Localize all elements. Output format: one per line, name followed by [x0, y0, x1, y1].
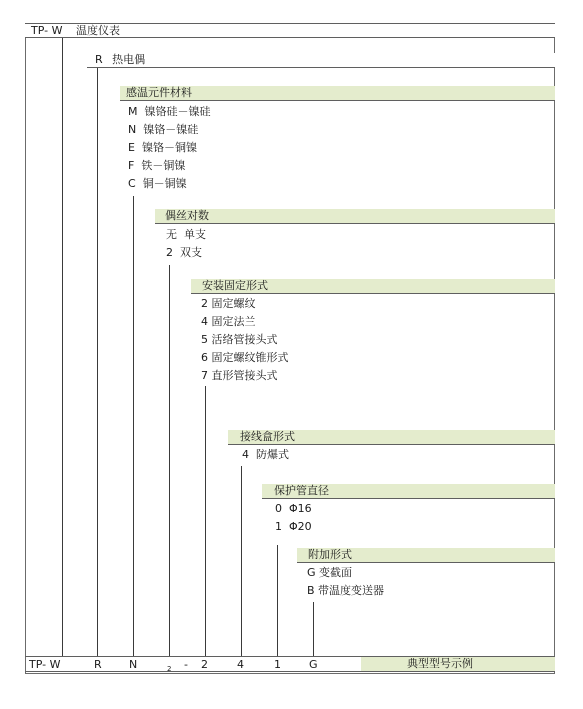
example-code: G	[309, 658, 318, 671]
connector-line	[169, 265, 170, 656]
material-item: C 铜－铜镍	[128, 177, 187, 190]
extra-item: B 带温度变送器	[307, 584, 385, 597]
section-type-code: R	[95, 53, 103, 66]
pairs-item: 无 单支	[166, 228, 206, 241]
mount-item: 7 直形管接头式	[201, 369, 278, 382]
pairs-item: 2 双支	[166, 246, 202, 259]
example-code: TP- W	[29, 658, 61, 671]
example-code: 1	[274, 658, 281, 671]
example-code: 2	[167, 665, 172, 673]
section-pairs-bar	[155, 209, 555, 224]
selection-table-frame	[25, 23, 555, 674]
example-label-cell	[361, 657, 555, 671]
connector-line	[277, 545, 278, 656]
section-box-title: 接线盒形式	[240, 430, 295, 443]
header-title: 温度仪表	[75, 24, 120, 37]
section-extra-title: 附加形式	[308, 548, 352, 561]
section-mount-bar	[191, 279, 555, 294]
example-code: -	[184, 658, 188, 671]
header-code: TP- W	[31, 24, 63, 37]
example-code: 2	[201, 658, 208, 671]
box-item: 4 防爆式	[242, 448, 289, 461]
connector-line	[205, 386, 206, 656]
section-tube-title: 保护管直径	[274, 484, 329, 497]
connector-line	[133, 196, 134, 656]
mount-item: 2 固定螺纹	[201, 297, 256, 310]
example-code: N	[129, 658, 138, 671]
tube-item: 1 Φ20	[275, 520, 312, 533]
header-bar	[25, 23, 555, 38]
section-pairs-title: 偶丝对数	[165, 209, 209, 222]
section-type-title: 热电偶	[112, 53, 146, 66]
example-code: R	[94, 658, 102, 671]
section-extra-bar	[297, 548, 555, 563]
mount-item: 6 固定螺纹锥形式	[201, 351, 289, 364]
section-material-title: 感温元件材料	[126, 86, 192, 99]
section-tube-bar	[262, 484, 555, 499]
example-code: 4	[237, 658, 244, 671]
section-mount-title: 安装固定形式	[202, 279, 268, 292]
connector-line	[62, 38, 63, 656]
example-row	[25, 656, 555, 672]
section-material-bar	[120, 86, 555, 101]
material-item: E 镍铬－铜镍	[128, 141, 197, 154]
material-item: N 镍铬－镍硅	[128, 123, 199, 136]
section-box-bar	[228, 430, 555, 445]
section-type-bar	[87, 53, 555, 68]
mount-item: 5 活络管接头式	[201, 333, 278, 346]
mount-item: 4 固定法兰	[201, 315, 256, 328]
material-item: M 镍铬硅－镍硅	[128, 105, 211, 118]
material-item: F 铁－铜镍	[128, 159, 186, 172]
connector-line	[313, 602, 314, 656]
tube-item: 0 Φ16	[275, 502, 312, 515]
example-label: 典型型号示例	[407, 657, 473, 670]
connector-line	[241, 466, 242, 656]
connector-line	[97, 68, 98, 656]
extra-item: G 变截面	[307, 566, 353, 579]
